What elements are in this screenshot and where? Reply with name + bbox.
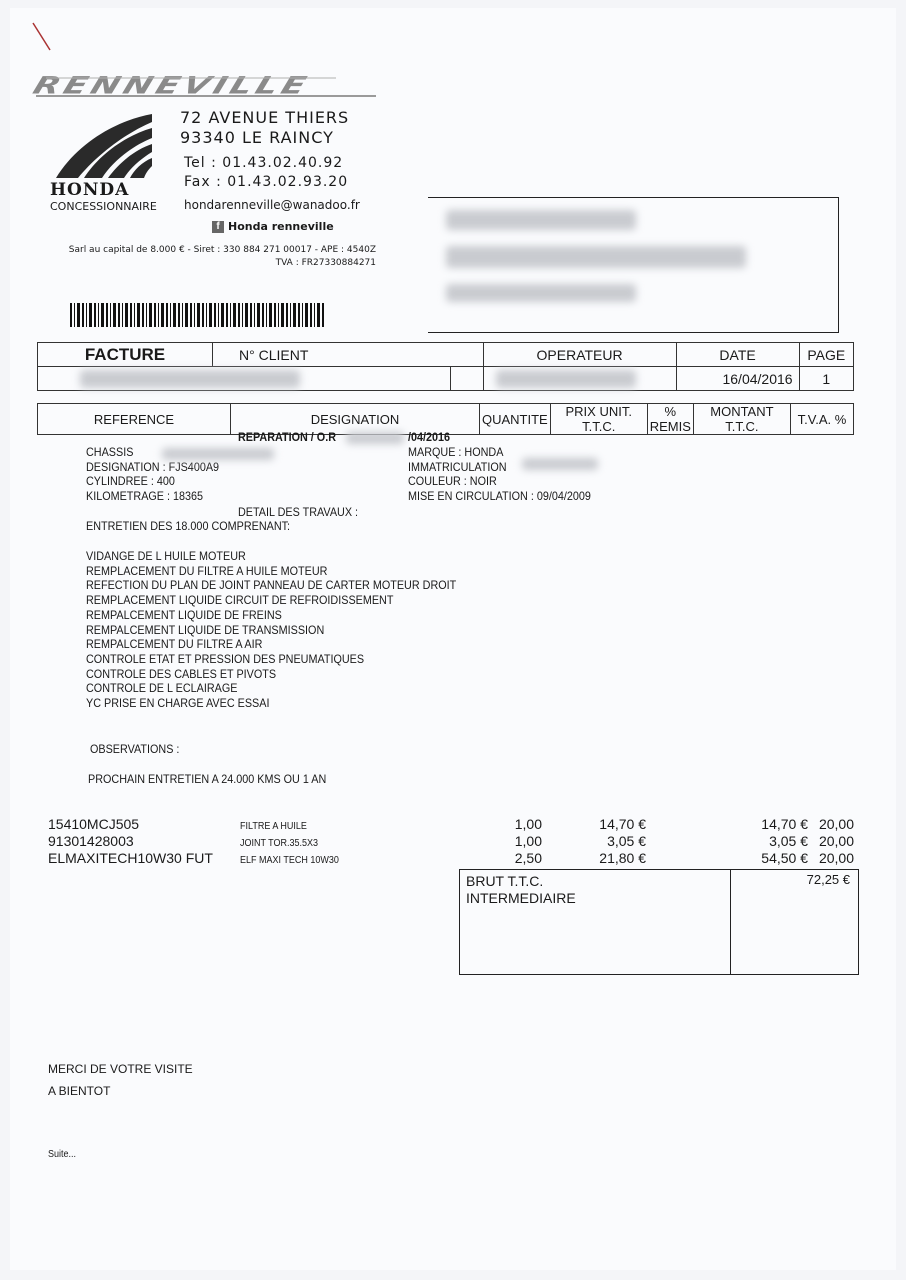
item-refs [48, 816, 213, 867]
col-prix-unit: PRIX UNIT. T.T.C. [550, 404, 647, 435]
col-reference: REFERENCE [38, 404, 231, 435]
dealer-email: hondarenneville@wanadoo.fr [184, 198, 360, 212]
empty-cell [450, 367, 483, 391]
facebook-page: Honda renneville [228, 220, 334, 233]
task-item: REMPLACEMENT LIQUIDE CIRCUIT DE REFROIDISSEMENT [86, 593, 394, 608]
task-item: REMPLACEMENT DU FILTRE A HUILE MOTEUR [86, 563, 328, 578]
redacted-customer-address [446, 246, 746, 268]
brut-label: BRUT T.T.C. [466, 873, 544, 889]
couleur: COULEUR : NOIR [408, 474, 497, 489]
dealer-address [180, 108, 349, 148]
dealer-phones [184, 154, 348, 192]
invoice-date: 16/04/2016 [676, 367, 799, 391]
item-qty: 1,00 [514, 816, 542, 832]
designation: DESIGNATION : FJS400A9 [86, 459, 220, 474]
redacted-customer-name [446, 210, 636, 230]
legal-info [36, 244, 376, 270]
item-tva [812, 816, 854, 867]
barcode [70, 303, 326, 327]
suite-note: Suite... [48, 1149, 77, 1160]
honda-wing-icon [48, 112, 154, 182]
entretien-heading: ENTRETIEN DES 18.000 COMPRENANT: [86, 519, 291, 533]
operateur-label: OPERATEUR [483, 343, 676, 367]
observations-label: OBSERVATIONS : [90, 742, 180, 756]
client-label [213, 343, 484, 367]
item-qty: 1,00 [514, 833, 542, 849]
item-tva-rate: 20,00 [818, 816, 854, 832]
task-item: YC PRISE EN CHARGE AVEC ESSAI [86, 696, 270, 711]
task-item: REMPALCEMENT LIQUIDE DE TRANSMISSION [86, 622, 325, 637]
client-label-text: N° CLIENT [239, 346, 309, 363]
date-label: DATE [676, 343, 799, 367]
redacted-operateur [496, 370, 636, 388]
col-designation: DESIGNATION [231, 404, 480, 435]
mise-en-circulation: MISE EN CIRCULATION : 09/04/2009 [408, 489, 591, 504]
facture-title: FACTURE [38, 343, 213, 367]
detail-label: DETAIL DES TRAVAUX : [238, 505, 359, 519]
marque: MARQUE : HONDA [408, 445, 504, 459]
logo-speed-lines [36, 74, 378, 102]
item-amount: 3,05 € [769, 833, 808, 849]
item-amount: 14,70 € [761, 816, 808, 832]
tva-number: TVA : FR27330884271 [275, 258, 376, 268]
invoice-page: 1 [799, 367, 853, 391]
item-designation: JOINT TOR.35.5X3 [240, 838, 319, 849]
col-quantite: QUANTITE [480, 404, 551, 435]
cylindree: CYLINDREE : 400 [86, 474, 175, 489]
intermediaire-label: INTERMEDIAIRE [466, 890, 576, 906]
item-unit-price: 21,80 € [599, 850, 646, 866]
item-ref: ELMAXITECH10W30 FUT [48, 850, 213, 866]
task-item: REMPALCEMENT DU FILTRE A AIR [86, 637, 263, 652]
item-amounts [716, 816, 808, 867]
redacted-or-number [346, 432, 404, 444]
phone-number: Tel : 01.43.02.40.92 [184, 155, 344, 171]
item-unit-price: 14,70 € [599, 816, 646, 832]
task-item: CONTROLE ETAT ET PRESSION DES PNEUMATIQUES [86, 651, 365, 666]
item-unit-prices [566, 816, 646, 867]
brand-honda: HONDA [50, 180, 130, 200]
pen-mark [30, 20, 54, 54]
client-number-cell [38, 367, 451, 391]
operateur-cell [483, 367, 676, 391]
repair-title-suffix: /04/2016 [408, 430, 451, 444]
redacted-chassis [162, 448, 274, 460]
task-item: CONTROLE DE L ECLAIRAGE [86, 681, 238, 696]
task-item: REFECTION DU PLAN DE JOINT PANNEAU DE CARTER MOTEUR DROIT [86, 578, 457, 593]
col-montant: MONTANT T.T.C. [693, 404, 790, 435]
invoice-info-table [37, 342, 854, 391]
redacted-client-number [80, 370, 300, 388]
repair-title-prefix: REPARATION / O.R [238, 430, 337, 444]
legal-line: Sarl au capital de 8.000 € - Siret : 330 884 271 00017 - APE : 4540Z [68, 245, 376, 255]
col-tva: T.V.A. % [790, 404, 853, 435]
item-ref: 15410MCJ505 [48, 816, 140, 832]
address-city: 93340 LE RAINCY [180, 128, 334, 147]
logo-renneville: RENNEVILLE [29, 72, 314, 100]
totals-divider [730, 869, 731, 975]
item-designation: FILTRE A HUILE [240, 821, 307, 832]
item-tva-rate: 20,00 [818, 850, 854, 866]
facebook-icon: f [212, 221, 224, 233]
item-unit-price: 3,05 € [607, 833, 646, 849]
item-designation: ELF MAXI TECH 10W30 [240, 855, 339, 866]
thanks-message: MERCI DE VOTRE VISITE [48, 1062, 193, 1076]
address-street: 72 AVENUE THIERS [180, 108, 350, 127]
item-ref: 91301428003 [48, 833, 134, 849]
redacted-customer-city [446, 284, 636, 302]
brut-value: 72,25 € [806, 872, 850, 887]
task-item: VIDANGE DE L HUILE MOTEUR [86, 549, 246, 563]
totals-labels [466, 873, 576, 907]
item-qty: 2,50 [514, 850, 542, 866]
vehicle-info-right [408, 445, 591, 504]
immatriculation: IMMATRICULATION [408, 459, 507, 474]
brand-concessionnaire: CONCESSIONNAIRE [50, 200, 157, 213]
task-list [86, 549, 456, 711]
task-item: CONTROLE DES CABLES ET PIVOTS [86, 666, 277, 681]
redacted-immatriculation [522, 458, 598, 470]
item-amount: 54,50 € [761, 850, 808, 866]
kilometrage: KILOMETRAGE : 18365 [86, 489, 204, 504]
item-designations [240, 818, 339, 869]
item-quantities [494, 816, 542, 867]
page-label: PAGE [799, 343, 853, 367]
task-item: REMPALCEMENT LIQUIDE DE FREINS [86, 607, 282, 622]
fax-number: Fax : 01.43.02.93.20 [184, 174, 349, 190]
farewell-message: A BIENTOT [48, 1084, 111, 1098]
observation-text: PROCHAIN ENTRETIEN A 24.000 KMS OU 1 AN [88, 772, 327, 786]
col-remise: % REMIS [647, 404, 693, 435]
chassis: CHASSIS [86, 445, 134, 459]
item-tva-rate: 20,00 [818, 833, 854, 849]
